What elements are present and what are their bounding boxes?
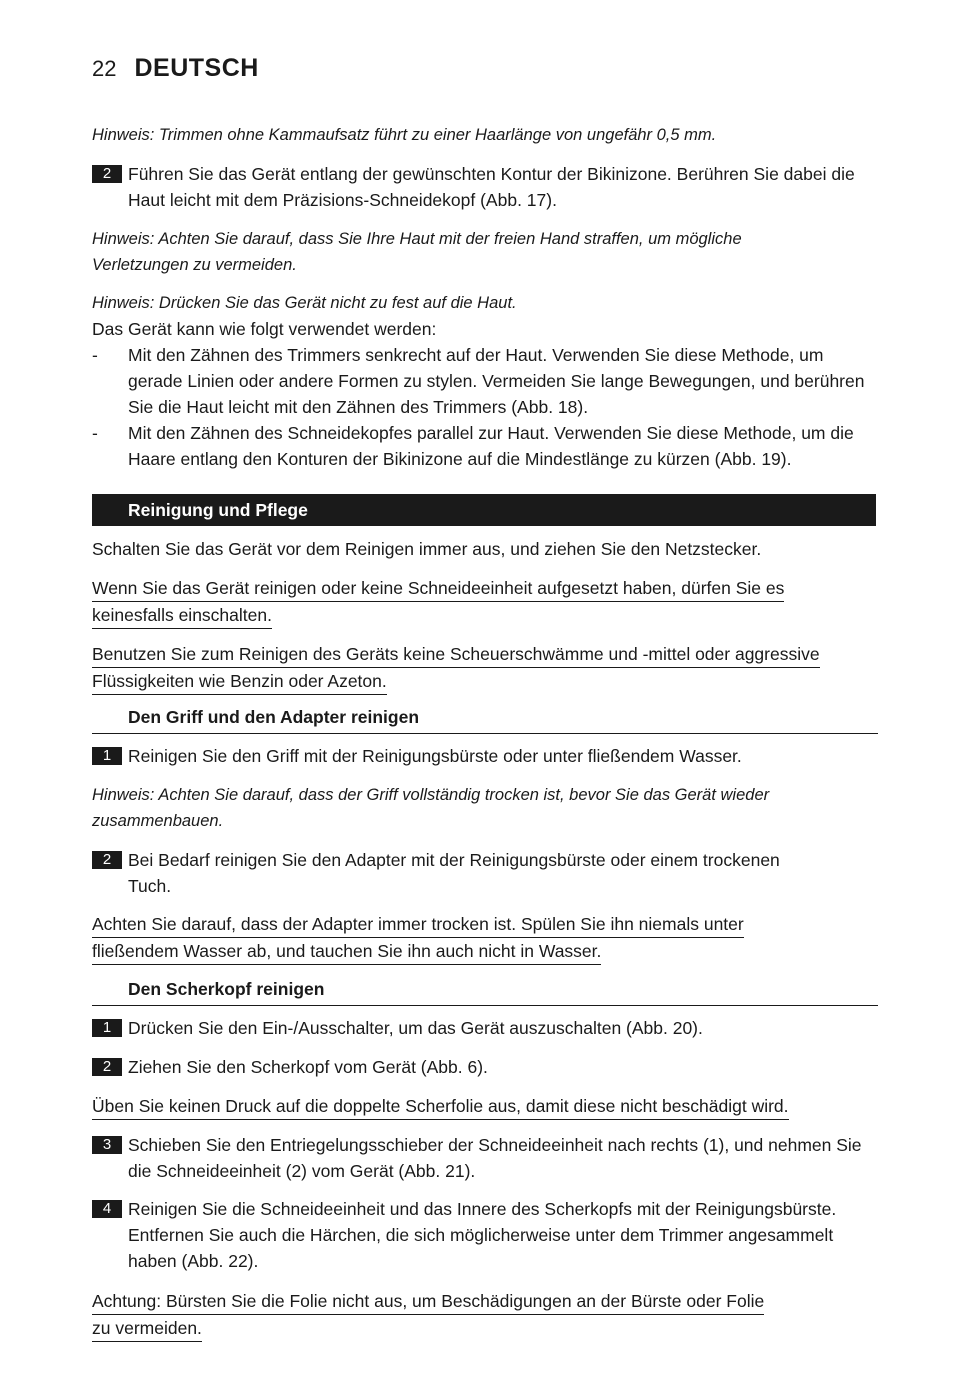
step-number: 4	[92, 1200, 122, 1218]
warning-no-switch-on	[92, 575, 878, 629]
warning-line: keinesfalls einschalten.	[92, 602, 272, 629]
warning-no-pressure-foil	[92, 1093, 878, 1120]
step-number: 2	[92, 851, 122, 869]
note-trim-length: Hinweis: Trimmen ohne Kammaufsatz führt zu einer Haarlänge von ungefähr 0,5 mm.	[92, 126, 717, 144]
step-number: 3	[92, 1136, 122, 1154]
subheading-text: Den Scherkopf reinigen	[128, 979, 325, 999]
subheading-shaving-head	[92, 975, 878, 1006]
usage-intro: Das Gerät kann wie folgt verwendet werden:	[92, 319, 437, 339]
step-text: Schieben Sie den Entriegelungsschieber der Schneideeinheit nach rechts (1), und nehmen Sie die Schneideeinheit (2) vom Gerät (Abb. 21).	[128, 1135, 862, 1181]
warning-do-not-brush-foil	[92, 1288, 878, 1342]
note-no-pressure: Hinweis: Drücken Sie das Gerät nicht zu fest auf die Haut.	[92, 294, 517, 312]
language-title: DEUTSCH	[134, 54, 259, 82]
step-2-clean-adapter	[92, 847, 792, 899]
warning-line: Flüssigkeiten wie Benzin oder Azeton.	[92, 668, 387, 695]
subheading-handle-adapter	[92, 703, 878, 734]
step-text: Reinigen Sie die Schneideeinheit und das Innere des Scherkopfs mit der Reinigungsbürste. Entfernen Sie auch die Härchen, die sich möglicherweise unter dem Trimmer angesammelt haben (Abb. 22).	[128, 1199, 837, 1271]
warning-adapter-dry	[92, 911, 878, 965]
step-2-guide-device	[92, 161, 878, 213]
step-text: Drücken Sie den Ein-/Ausschalter, um das Gerät auszuschalten (Abb. 20).	[128, 1018, 703, 1038]
step-1-switch-off	[92, 1015, 878, 1041]
warning-line: Achtung: Bürsten Sie die Folie nicht aus, um Beschädigungen an der Bürste oder Folie	[92, 1288, 764, 1315]
step-2-remove-head	[92, 1054, 878, 1080]
step-text: Reinigen Sie den Griff mit der Reinigungsbürste oder unter fließendem Wasser.	[128, 746, 742, 766]
section-header-cleaning	[92, 494, 876, 526]
section-title: Reinigung und Pflege	[128, 500, 308, 520]
warning-line: Üben Sie keinen Druck auf die doppelte Scherfolie aus, damit diese nicht beschädigt wird.	[92, 1093, 789, 1120]
warning-no-abrasives	[92, 641, 878, 695]
step-number: 2	[92, 1058, 122, 1076]
list-item	[92, 420, 878, 472]
list-item	[92, 342, 878, 420]
step-number: 2	[92, 165, 122, 183]
step-number: 1	[92, 747, 122, 765]
note-handle-dry: Hinweis: Achten Sie darauf, dass der Griff vollständig trocken ist, bevor Sie das Gerät wieder zusammenbauen.	[92, 786, 770, 830]
note-skin-tight: Hinweis: Achten Sie darauf, dass Sie Ihre Haut mit der freien Hand straffen, um mögliche Verletzungen zu vermeiden.	[92, 230, 742, 274]
cleaning-intro: Schalten Sie das Gerät vor dem Reinigen immer aus, und ziehen Sie den Netzstecker.	[92, 539, 762, 559]
bullet-dash: -	[92, 423, 98, 443]
warning-line: Achten Sie darauf, dass der Adapter immer trocken ist. Spülen Sie ihn niemals unter	[92, 911, 744, 938]
bullet-text: Mit den Zähnen des Schneidekopfes parallel zur Haut. Verwenden Sie diese Methode, um die Haare entlang den Konturen der Bikinizone auf die Mindestlänge zu kürzen (Abb. 19).	[128, 423, 854, 469]
step-text: Ziehen Sie den Scherkopf vom Gerät (Abb. 6).	[128, 1057, 488, 1077]
warning-line: zu vermeiden.	[92, 1315, 202, 1342]
warning-line: Wenn Sie das Gerät reinigen oder keine Schneideeinheit aufgesetzt haben, dürfen Sie es	[92, 575, 784, 602]
step-text: Führen Sie das Gerät entlang der gewünschten Kontur der Bikinizone. Berühren Sie dabei die Haut leicht mit dem Präzisions-Schneidekopf (Abb. 17).	[128, 164, 855, 210]
page-header	[92, 54, 259, 83]
bullet-dash: -	[92, 345, 98, 365]
bullet-text: Mit den Zähnen des Trimmers senkrecht auf der Haut. Verwenden Sie diese Methode, um gerade Linien oder andere Formen zu stylen. Vermeiden Sie lange Bewegungen, und berühren Sie die Haut leicht mit den Zähnen des Trimmers (Abb. 18).	[128, 345, 865, 417]
step-4-clean-cutting-unit	[92, 1196, 878, 1274]
step-1-clean-handle	[92, 743, 878, 769]
step-text: Bei Bedarf reinigen Sie den Adapter mit der Reinigungsbürste oder einem trockenen Tuch.	[128, 850, 780, 896]
step-3-remove-cutting-unit	[92, 1132, 878, 1184]
subheading-text: Den Griff und den Adapter reinigen	[128, 707, 420, 727]
warning-line: fließendem Wasser ab, und tauchen Sie ihn auch nicht in Wasser.	[92, 938, 601, 965]
page-number: 22	[92, 56, 117, 81]
step-number: 1	[92, 1019, 122, 1037]
warning-line: Benutzen Sie zum Reinigen des Geräts keine Scheuerschwämme und -mittel oder aggressive	[92, 641, 820, 668]
